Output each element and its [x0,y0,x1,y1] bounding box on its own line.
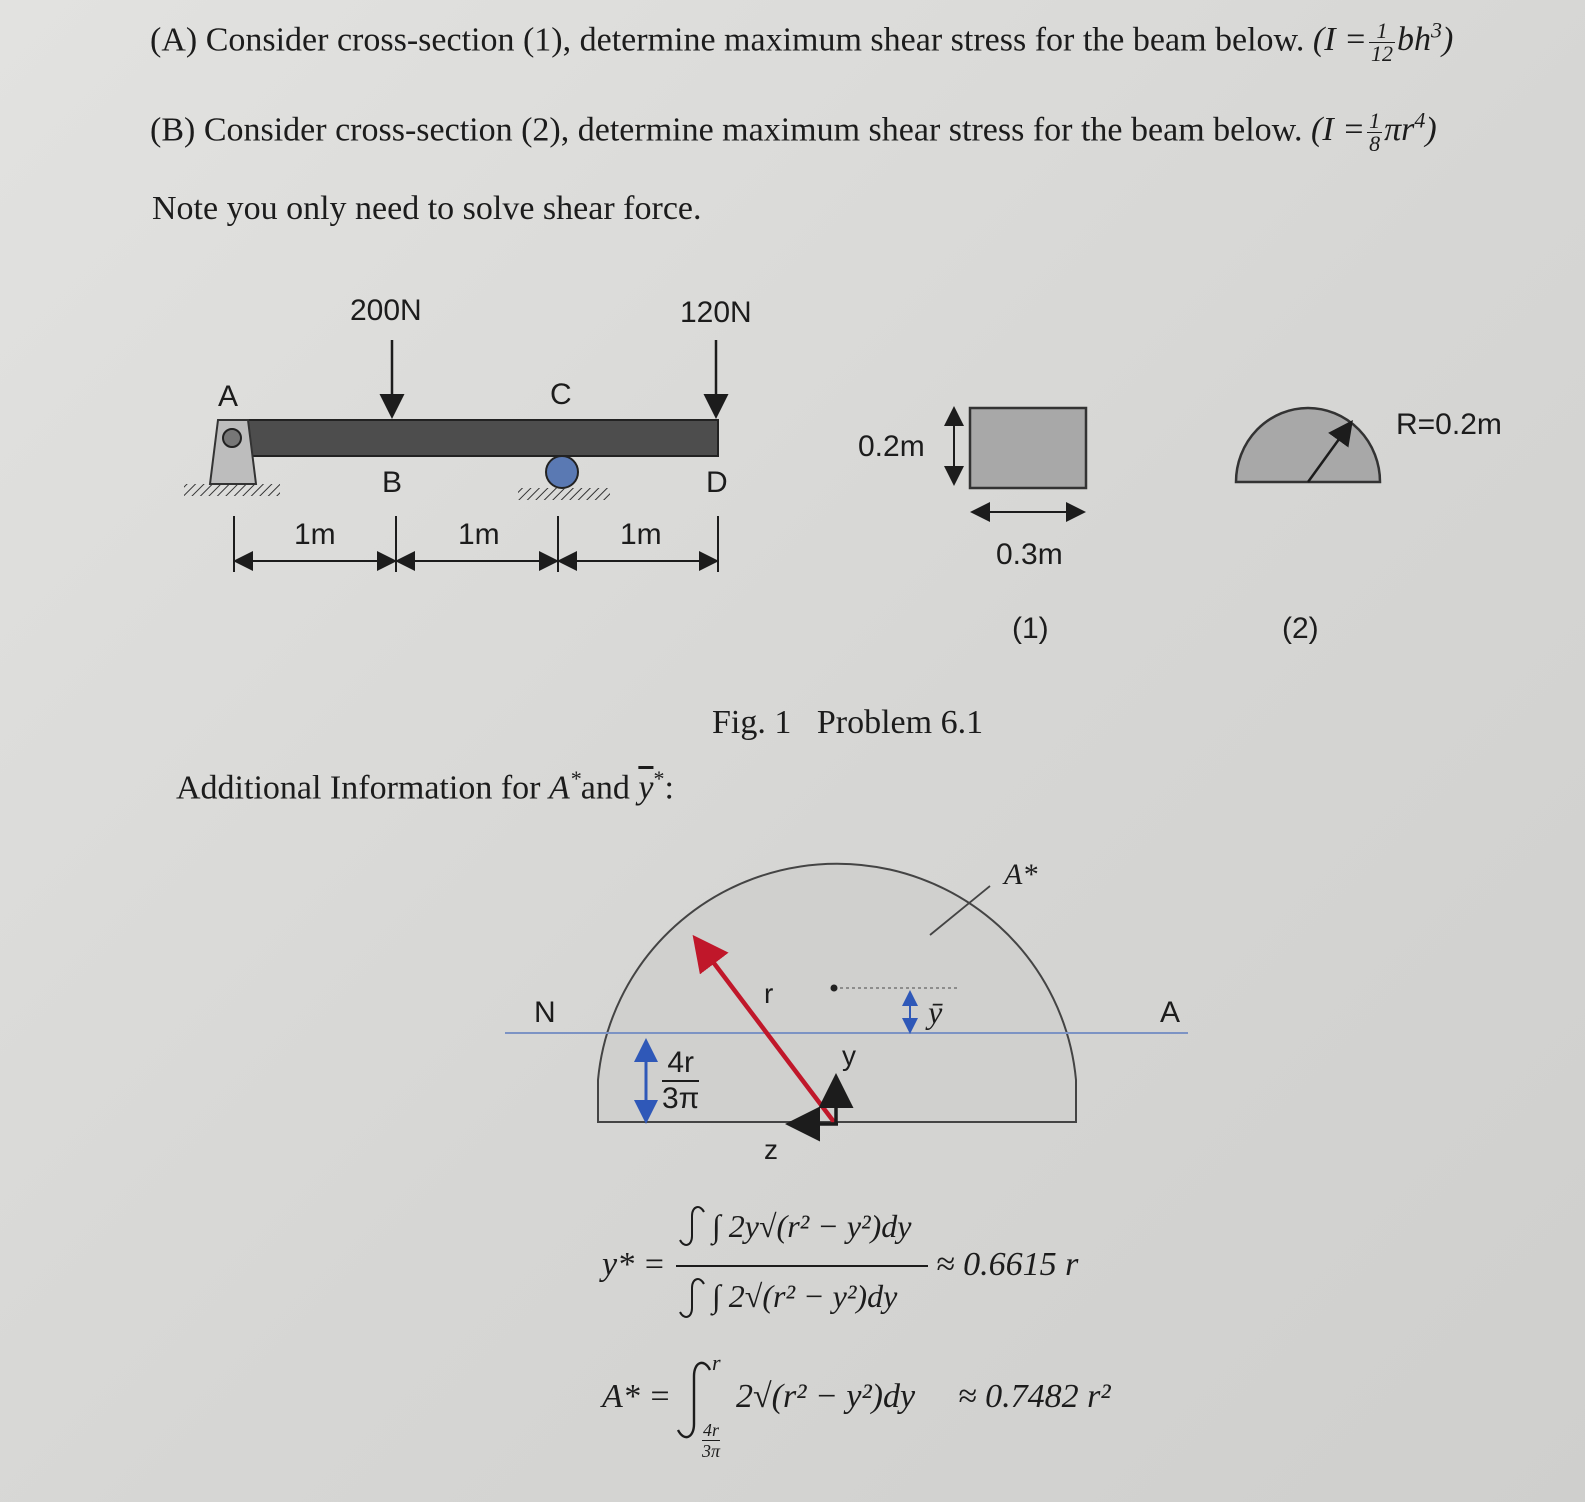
ground-hatch-a [184,484,280,496]
ystar-denominator: ∫ 2√(r² − y²)dy [712,1278,898,1314]
point-label-d: D [706,466,728,499]
part-b-formula: (I = $\frac{1}{8}$ $\pi r^4$) [1311,108,1437,157]
a-star-label: A* [1004,858,1038,891]
astar-upper-limit: r [712,1350,721,1375]
section-1-label: (1) [1012,612,1049,645]
neutral-axis-a-label: A [1160,996,1181,1029]
section-2-radius-label: R=0.2m [1396,408,1502,441]
point-label-b: B [382,466,403,499]
part-b-text: (B) Consider cross-section (2), determine maximum shear stress for the beam below. [150,111,1303,149]
part-a-text: (A) Consider cross-section (1), determine maximum shear stress for the beam below. [150,21,1305,59]
astar-body: 2√(r² − y²)dy [736,1378,916,1415]
astar-lower-limit: 4r 3π [702,1420,721,1461]
point-label-c: C [550,378,572,411]
y-axis-label: y [842,1040,856,1071]
ystar-lhs: y* = [602,1246,666,1283]
section-2-label: (2) [1282,612,1319,645]
ground-hatch-c [518,488,610,500]
ystar-result: ≈ 0.6615 r [936,1246,1079,1283]
load-label-d: 120N [680,296,752,329]
ystar-numerator: ∫ 2y√(r² − y²)dy [712,1208,912,1244]
section-1-height-label: 0.2m [858,430,925,463]
part-a-formula: (I = $\frac{1}{12}$ $bh^3$) [1312,18,1454,67]
integral-sign-den [680,1279,704,1317]
ybar-label: ȳ [928,994,943,1030]
load-label-b: 200N [350,294,422,327]
pin-icon [223,429,241,447]
beam-body [238,420,718,456]
section-1-rectangle [970,408,1086,488]
section-2-semicircle [1236,408,1380,482]
neutral-axis-n-label: N [534,996,556,1029]
point-label-a: A [218,380,239,413]
roller-support-c [546,456,578,488]
span-label-2: 1m [458,518,500,551]
figure-caption: Fig. 1 Problem 6.1 [712,704,984,741]
span-label-1: 1m [294,518,336,551]
z-axis-label: z [764,1134,778,1165]
astar-lhs: A* = [602,1378,672,1415]
span-label-3: 1m [620,518,662,551]
radius-r-label: r [764,978,774,1009]
section-1-width-label: 0.3m [996,538,1063,571]
integral-sign-num [680,1207,704,1245]
astar-result: ≈ 0.7482 r² [958,1378,1111,1415]
centroid-dot [831,985,838,992]
offset-fraction-label: 4r 3π [662,1046,700,1115]
note-text: Note you only need to solve shear force. [152,190,702,227]
additional-info-title: Additional Information for A*and $\overline{y}^*$: [176,766,674,807]
